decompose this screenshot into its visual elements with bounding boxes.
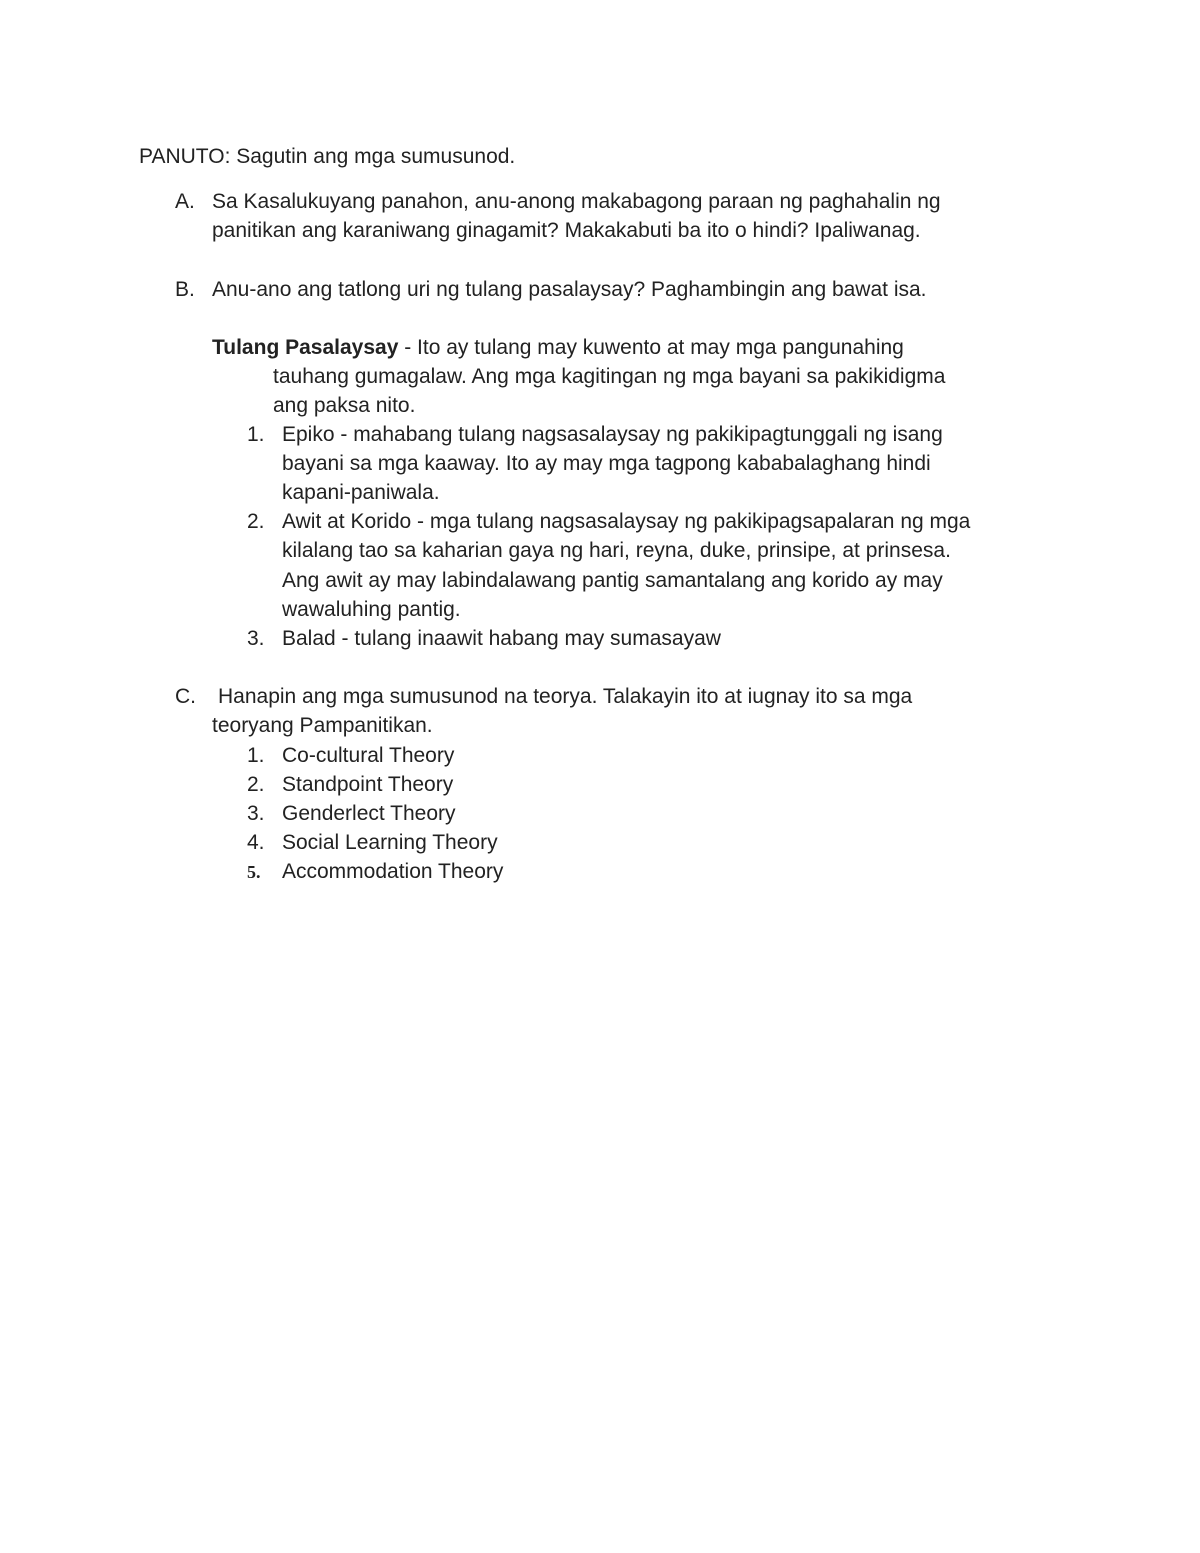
section-c-line-2: teoryang Pampanitikan.	[212, 714, 433, 737]
instruction-line: PANUTO: Sagutin ang mga sumusunod.	[139, 145, 516, 168]
b-item-3-line-1: Balad - tulang inaawit habang may sumasayaw	[282, 627, 721, 650]
b-item-2-line-1: Awit at Korido - mga tulang nagsasalaysay ng pakikipagsapalaran ng mga	[282, 510, 971, 533]
c-item-5-number: 5.	[247, 862, 261, 882]
section-b-question: Anu-ano ang tatlong uri ng tulang pasalaysay? Paghambingin ang bawat isa.	[212, 278, 927, 301]
c-item-2-number: 2.	[247, 773, 265, 796]
c-item-1-text: Co-cultural Theory	[282, 744, 455, 767]
section-c-marker: C.	[175, 685, 196, 708]
b-item-2-line-3: Ang awit ay may labindalawang pantig samantalang ang korido ay may	[282, 569, 943, 592]
b-item-1-number: 1.	[247, 423, 265, 446]
definition-line-2: tauhang gumagalaw. Ang mga kagitingan ng mga bayani sa pakikidigma	[273, 365, 946, 388]
b-item-2-line-2: kilalang tao sa kaharian gaya ng hari, reyna, duke, prinsipe, at prinsesa.	[282, 539, 951, 562]
c-item-3-text: Genderlect Theory	[282, 802, 456, 825]
section-a-line-2: panitikan ang karaniwang ginagamit? Makakabuti ba ito o hindi? Ipaliwanag.	[212, 219, 921, 242]
c-item-1-number: 1.	[247, 744, 265, 767]
b-item-1-line-2: bayani sa mga kaaway. Ito ay may mga tagpong kababalaghang hindi	[282, 452, 931, 475]
b-item-1-line-3: kapani-paniwala.	[282, 481, 440, 504]
b-item-3-number: 3.	[247, 627, 265, 650]
definition-line-3: ang paksa nito.	[273, 394, 416, 417]
definition-text: - Ito ay tulang may kuwento at may mga pangunahing	[398, 336, 904, 359]
section-a-line-1: Sa Kasalukuyang panahon, anu-anong makabagong paraan ng paghahalin ng	[212, 190, 941, 213]
c-item-4-number: 4.	[247, 831, 265, 854]
c-item-5-text: Accommodation Theory	[282, 860, 504, 883]
b-item-2-line-4: wawaluhing pantig.	[282, 598, 461, 621]
section-b-marker: B.	[175, 278, 195, 301]
c-item-4-text: Social Learning Theory	[282, 831, 498, 854]
definition-first-line	[212, 333, 904, 362]
section-c-line-1: Hanapin ang mga sumusunod na teorya. Talakayin ito at iugnay ito sa mga	[218, 685, 913, 708]
c-item-2-text: Standpoint Theory	[282, 773, 454, 796]
definition-term: Tulang Pasalaysay	[212, 336, 399, 359]
c-item-3-number: 3.	[247, 802, 265, 825]
b-item-2-number: 2.	[247, 510, 265, 533]
b-item-1-line-1: Epiko - mahabang tulang nagsasalaysay ng pakikipagtunggali ng isang	[282, 423, 943, 446]
section-a-marker: A.	[175, 190, 195, 213]
